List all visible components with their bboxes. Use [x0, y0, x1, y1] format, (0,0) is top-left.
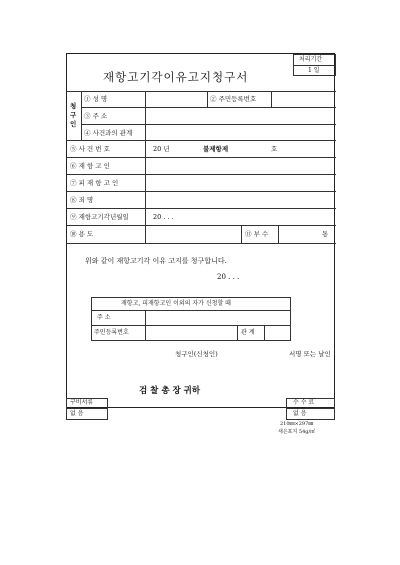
sign-or-seal-label: 서명 또는 날인	[289, 350, 331, 358]
fee-value: 없 음	[293, 410, 307, 417]
case-number-suffix: 호	[271, 145, 278, 153]
request-form	[66, 53, 335, 408]
re-reappellant-field[interactable]	[147, 176, 333, 189]
name-label: ① 성 명	[84, 95, 108, 103]
purpose-label: ⑩ 용 도	[70, 230, 94, 238]
third-party-address-field[interactable]	[147, 312, 289, 323]
applicant-label: 청 구 인	[70, 102, 77, 128]
request-sentence: 위와 같이 재항고기각 이유 고지를 청구합니다.	[85, 257, 227, 265]
paper-weight: 새은포지 54g/㎡	[278, 429, 316, 435]
dismissal-date-value: 20 . . .	[153, 213, 174, 221]
third-party-heading: 재항고, 피재항고인 이외의 자가 신청할 때	[121, 300, 231, 307]
case-number-label: ⑤ 사 건 번 호	[70, 145, 110, 153]
purpose-field[interactable]	[147, 227, 239, 241]
count-label: ⑪ 부 수	[245, 230, 269, 238]
id-number-label: ② 주민등록번호	[210, 95, 257, 103]
applicant-signature-label: 청구인(신청인)	[175, 350, 218, 358]
third-party-relationship-label: 관 계	[241, 329, 255, 336]
name-field[interactable]	[147, 93, 205, 106]
required-documents-label: 구비서류	[70, 399, 94, 406]
reappellant-field[interactable]	[147, 159, 333, 172]
processing-period-value: 1 일	[308, 67, 320, 74]
recipient: 검 찰 총 장 귀하	[139, 386, 201, 396]
paper-size: 210㎜×297㎜	[280, 421, 314, 427]
processing-period-label: 처리기간	[299, 56, 323, 63]
case-number-type: 불제항제	[203, 145, 229, 153]
relationship-label: ④ 사건과의 관계	[84, 129, 133, 137]
count-unit: 통	[322, 230, 329, 238]
address-field[interactable]	[147, 109, 333, 122]
third-party-address-label: 주 소	[97, 314, 111, 321]
address-label: ③ 주 소	[84, 112, 108, 120]
form-title: 재항고기각이유고지청구서	[103, 70, 249, 84]
case-number-year: 20 년	[153, 145, 170, 153]
crime-label: ⑧ 죄 명	[70, 196, 94, 204]
fee-label: 수 수 료	[293, 399, 315, 406]
relationship-field[interactable]	[147, 126, 333, 139]
reappellant-label: ⑥ 재 항 고 인	[70, 162, 110, 170]
third-party-relationship-field[interactable]	[266, 327, 289, 339]
crime-field[interactable]	[147, 193, 333, 206]
id-number-field[interactable]	[273, 93, 333, 106]
third-party-id-label: 주민등록번호	[94, 329, 129, 336]
re-reappellant-label: ⑦ 피 재 항 고 인	[70, 179, 119, 187]
required-documents-value: 없 음	[70, 410, 84, 417]
dismissal-date-label: ⑨ 재항고기각년월일	[70, 213, 129, 221]
third-party-id-field[interactable]	[147, 327, 235, 339]
request-date: 20 . . .	[217, 273, 240, 281]
